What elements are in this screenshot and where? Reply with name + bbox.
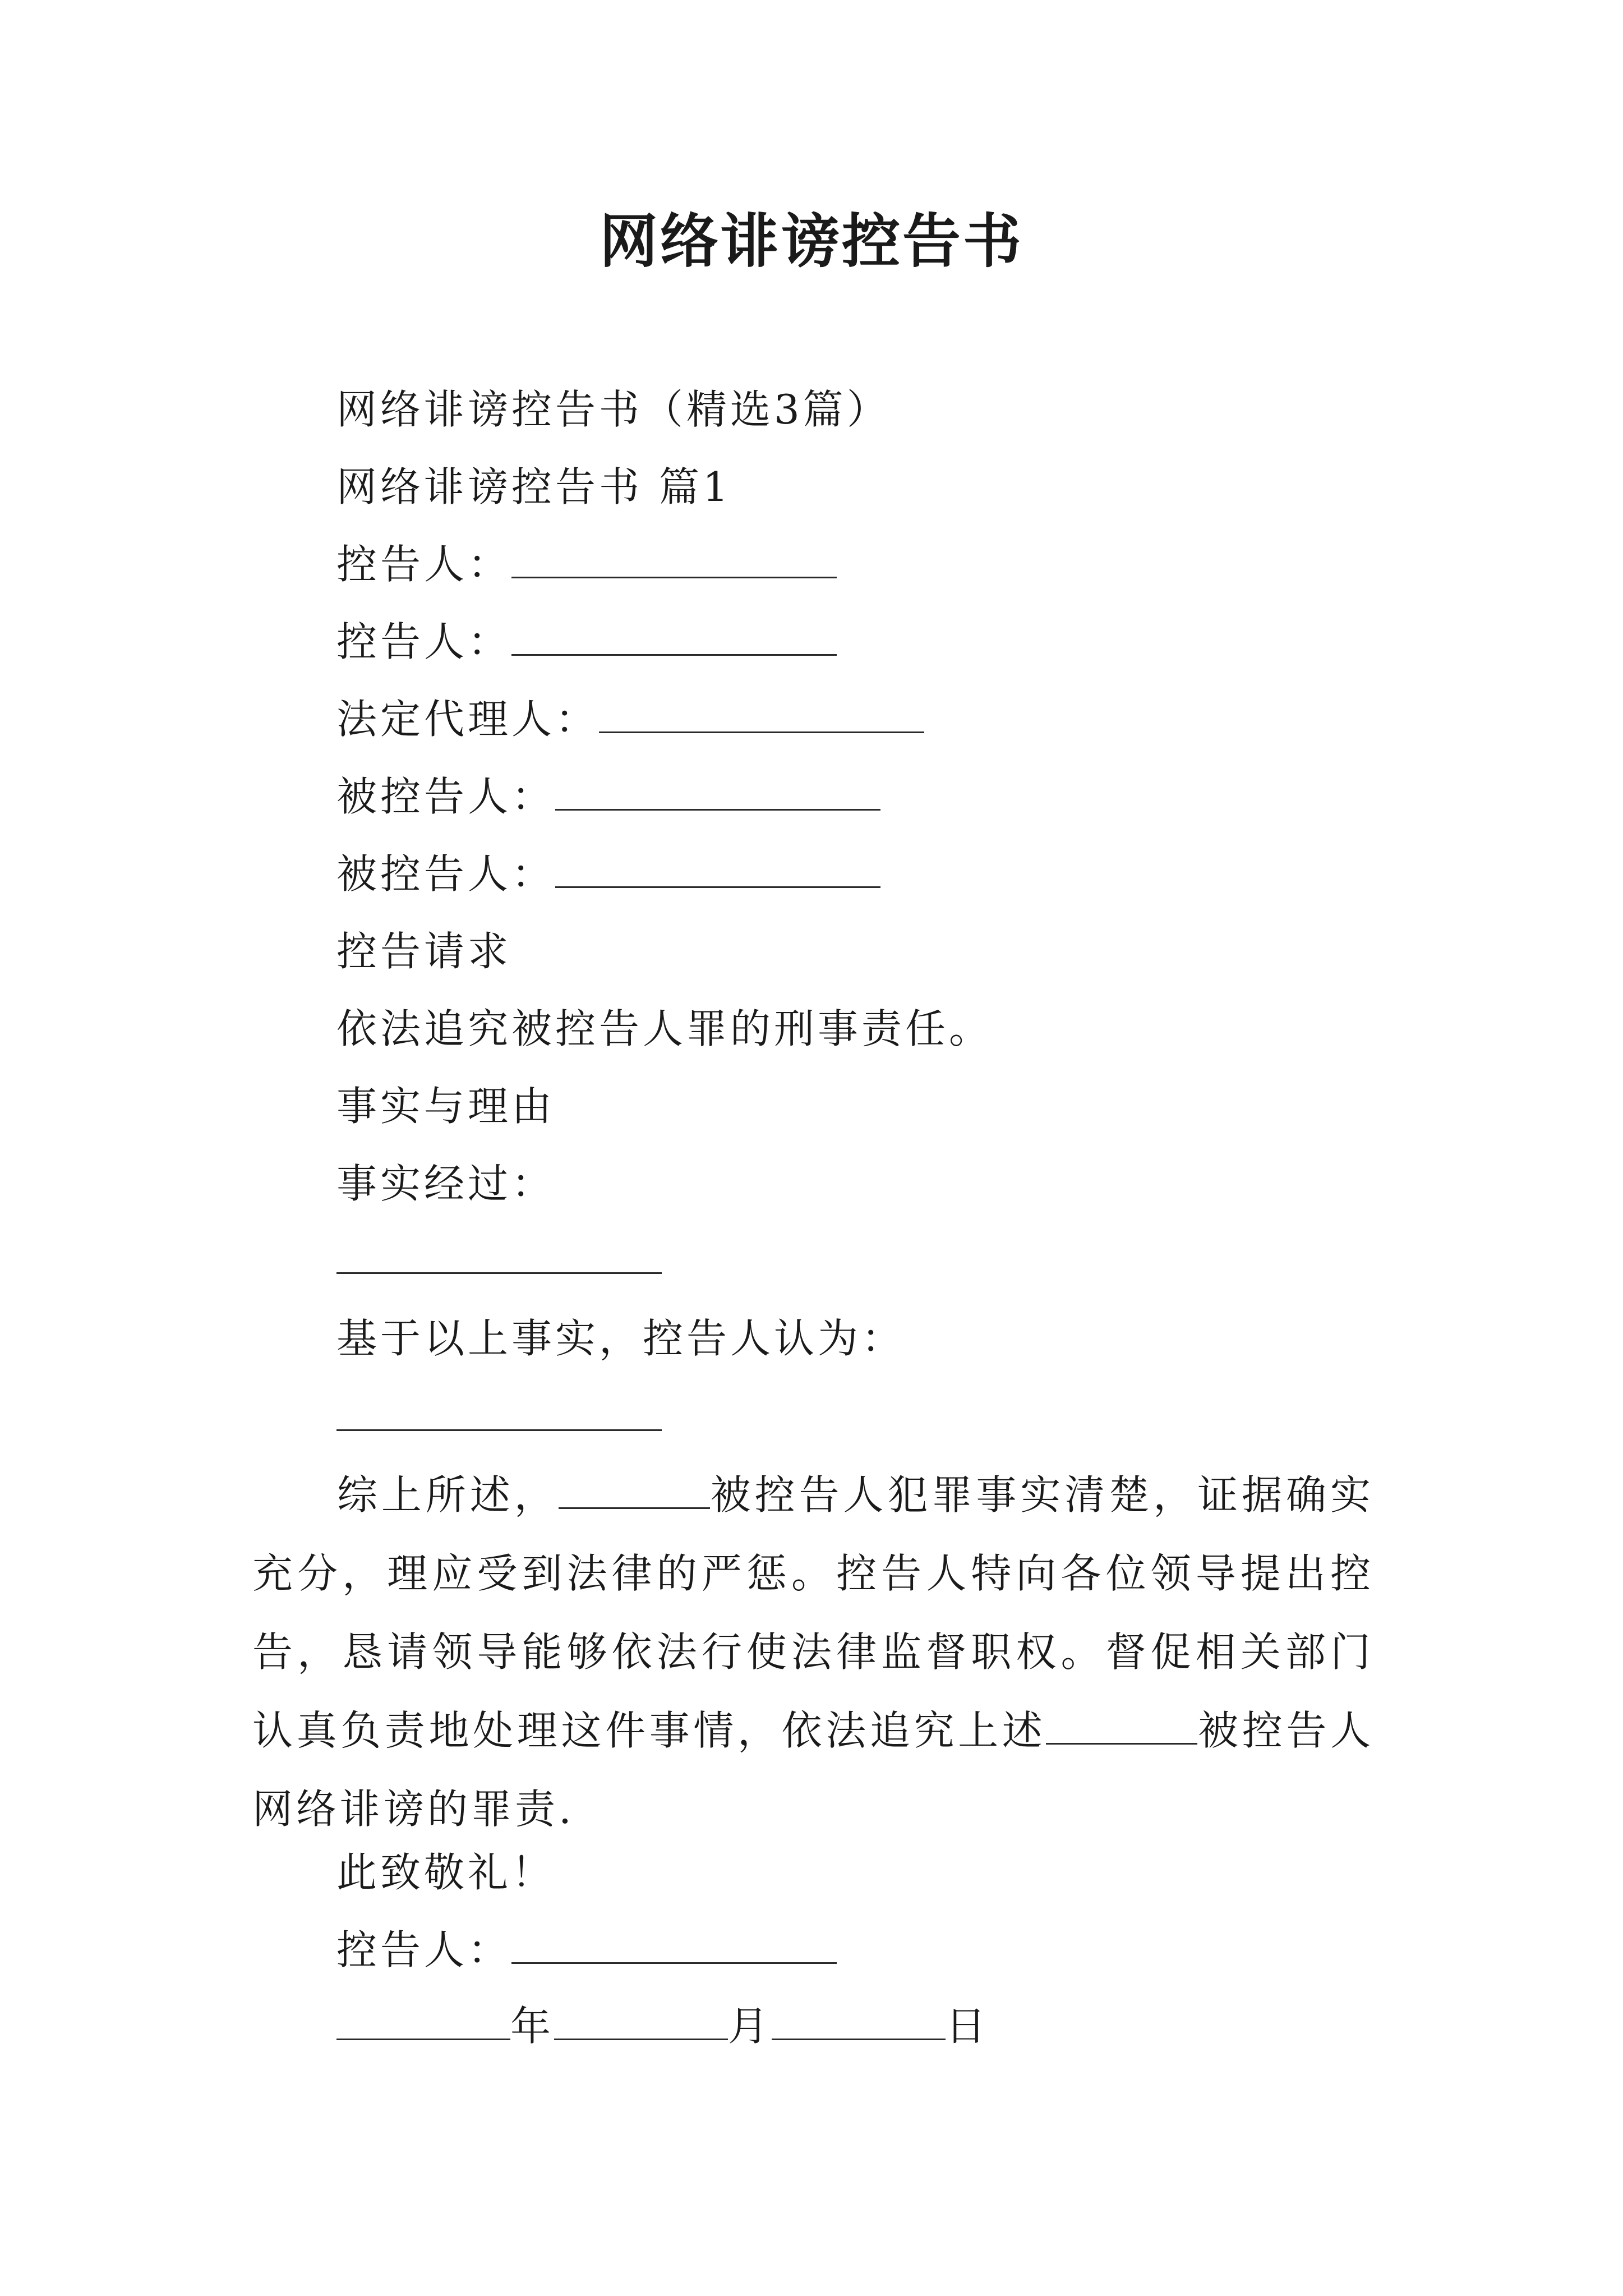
document-title: 网络诽谤控告书 — [599, 206, 1023, 275]
day-label: 日 — [946, 2003, 990, 2050]
legal-agent-label: 法定代理人： — [336, 696, 600, 743]
conclusion-part-1: 综上所述， — [336, 1471, 559, 1519]
facts-blank — [336, 1272, 662, 1274]
request-heading: 控告请求 — [336, 928, 512, 975]
facts-heading: 事实与理由 — [336, 1083, 556, 1130]
defendant-label-2: 被控告人： — [336, 850, 556, 898]
legal-agent-field — [336, 691, 924, 747]
defendant-blank-1 — [555, 773, 880, 811]
complainant-field-1 — [336, 536, 837, 592]
closing-salutation: 此致敬礼！ — [336, 1849, 556, 1896]
defendant-blank-2 — [555, 850, 880, 888]
defendant-label-1: 被控告人： — [336, 773, 556, 820]
signature-field — [336, 1922, 837, 1978]
conclusion-blank-1 — [559, 1471, 710, 1509]
conclusion-part-3: 被控告人网络诽谤的罪责. — [252, 1707, 1374, 1833]
conclusion-blank-2 — [1046, 1707, 1197, 1745]
reasoning-blank — [336, 1429, 662, 1431]
year-blank — [336, 2003, 510, 2040]
facts-label: 事实经过： — [336, 1160, 556, 1207]
legal-agent-blank — [599, 696, 924, 733]
reasoning-label: 基于以上事实，控告人认为： — [336, 1315, 906, 1362]
section-heading: 网络诽谤控告书 篇1 — [336, 463, 732, 510]
month-label: 月 — [728, 2003, 772, 2050]
defendant-field-2 — [336, 846, 880, 902]
day-blank — [772, 2003, 946, 2040]
complainant-label-2: 控告人： — [336, 618, 512, 665]
document-subtitle: 网络诽谤控告书（精选3篇） — [336, 386, 891, 433]
date-field — [336, 1998, 989, 2054]
complainant-blank-2 — [511, 618, 837, 656]
signature-label: 控告人： — [336, 1926, 512, 1973]
complainant-blank-1 — [511, 541, 837, 578]
year-label: 年 — [510, 2003, 555, 2050]
defendant-field-1 — [336, 769, 880, 825]
request-text: 依法追究被控告人罪的刑事责任。 — [336, 1005, 993, 1052]
signature-blank — [511, 1926, 837, 1964]
month-blank — [554, 2003, 728, 2040]
conclusion-part-2: 被控告人犯罪事实清楚，证据确实充分，理应受到法律的严惩。控告人特向各位领导提出控告，恳请领导能够依法行使法律监督职权。督促相关部门认真负责地处理这件事情，依法追究上述 — [252, 1471, 1374, 1754]
complainant-field-2 — [336, 614, 837, 670]
conclusion-paragraph — [252, 1456, 1374, 1848]
complainant-label-1: 控告人： — [336, 541, 512, 588]
